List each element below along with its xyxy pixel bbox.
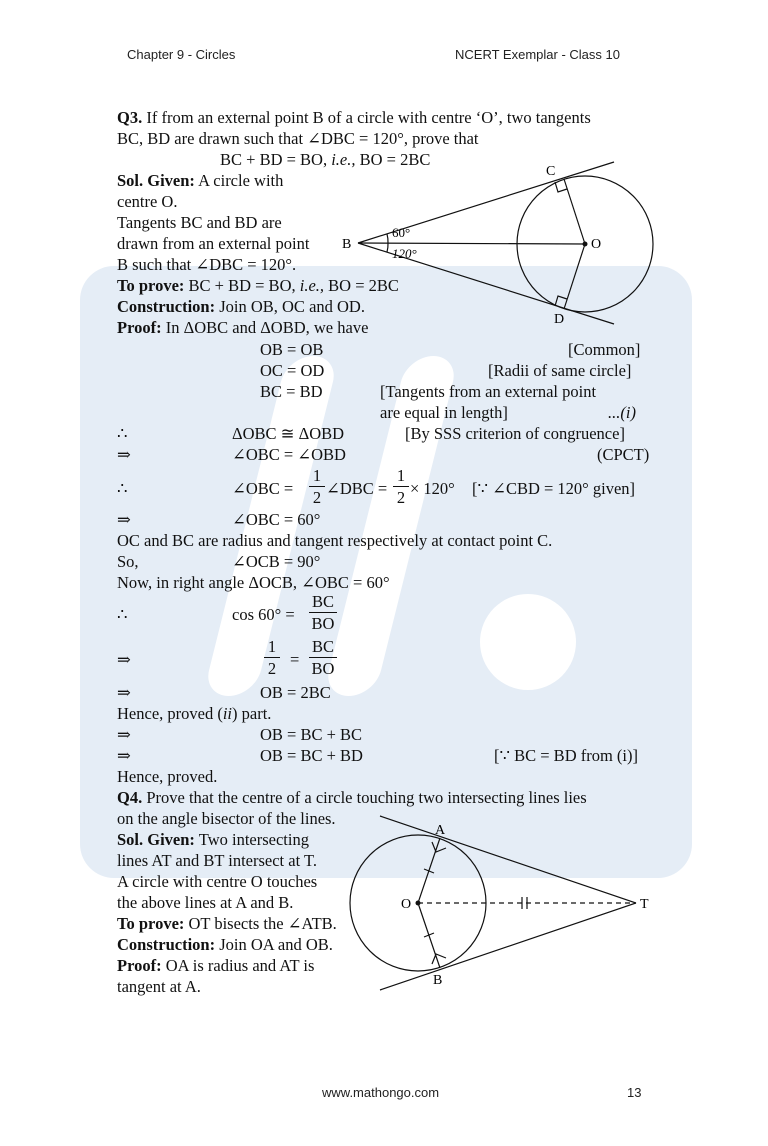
q4-label: Q4. bbox=[117, 788, 143, 807]
header-book: NCERT Exemplar - Class 10 bbox=[455, 47, 620, 62]
q4-given-4: the above lines at A and B. bbox=[117, 893, 294, 912]
reason-sss: [By SSS criterion of congruence] bbox=[405, 424, 625, 443]
reason-cpct: (CPCT) bbox=[597, 445, 650, 464]
label-c: C bbox=[546, 164, 556, 179]
fraction-half-1: 1 2 bbox=[309, 466, 325, 507]
therefore-symbol-2: ∴ bbox=[117, 479, 128, 498]
figure-q3-tangents bbox=[340, 160, 640, 330]
angle-arc-120 bbox=[387, 243, 388, 252]
label-60: 60° bbox=[392, 225, 411, 240]
implies-symbol-1: ⇒ bbox=[117, 445, 131, 464]
eq-oc-od: OC = OD bbox=[260, 361, 325, 380]
tangent-bt bbox=[380, 903, 636, 990]
q4-proof-1: Proof: OA is radius and AT is bbox=[117, 956, 315, 975]
label-a: A bbox=[435, 823, 446, 838]
hence-part-ii: Hence, proved (ii) part. bbox=[117, 704, 272, 723]
reason-common: [Common] bbox=[568, 340, 641, 359]
eq-ocb-90: ∠OCB = 90° bbox=[232, 552, 321, 571]
watermark-dot bbox=[480, 594, 576, 690]
right-angle-b bbox=[432, 954, 446, 964]
reason-tangents-1: [Tangents from an external point bbox=[380, 382, 597, 401]
implies-symbol-6: ⇒ bbox=[117, 746, 131, 765]
tangent-at bbox=[380, 816, 636, 903]
q4-given-1: Sol. Given: Two intersecting bbox=[117, 830, 309, 849]
label-120: 120° bbox=[392, 246, 417, 261]
footer-page-number: 13 bbox=[627, 1085, 642, 1100]
q3-to-prove: To prove: BC + BD = BO, i.e., BO = 2BC bbox=[117, 276, 399, 295]
q3-given-3: Tangents BC and BD are bbox=[117, 213, 282, 232]
q3-line-3: BC + BD = BO, i.e., BO = 2BC bbox=[220, 150, 431, 169]
eq-cos-lhs: cos 60° = bbox=[232, 605, 295, 624]
eq-half-end: × 120° bbox=[410, 479, 455, 498]
footer-site: www.mathongo.com bbox=[322, 1085, 440, 1100]
q3-line-2: BC, BD are drawn such that ∠DBC = 120°, prove that bbox=[117, 129, 479, 148]
implies-symbol-5: ⇒ bbox=[117, 725, 131, 744]
reason-radii: [Radii of same circle] bbox=[488, 361, 632, 380]
fraction-half-3: 1 2 bbox=[264, 637, 280, 678]
eq-bc-bd: BC = BD bbox=[260, 382, 323, 401]
fraction-bc-bo-2: BC BO bbox=[309, 637, 337, 678]
q3-label: Q3. bbox=[117, 108, 143, 127]
q4-given-3: A circle with centre O touches bbox=[117, 872, 318, 891]
implies-symbol-2: ⇒ bbox=[117, 510, 131, 529]
so-label: So, bbox=[117, 552, 139, 571]
q3-given-5: B such that ∠DBC = 120°. bbox=[117, 255, 297, 274]
radius-od bbox=[564, 244, 585, 309]
segment-bo bbox=[358, 243, 585, 244]
line-radius-tangent: OC and BC are radius and tangent respectively at contact point C. bbox=[117, 531, 553, 550]
eq-equals-sign: = bbox=[290, 650, 300, 669]
q3-construction: Construction: Join OB, OC and OD. bbox=[117, 297, 365, 316]
q3-given-2: centre O. bbox=[117, 192, 178, 211]
q4-line-1: Q4. Prove that the centre of a circle touching two intersecting lines lies bbox=[117, 788, 587, 807]
point-o bbox=[583, 242, 588, 247]
point-o-q4 bbox=[416, 901, 421, 906]
therefore-symbol-3: ∴ bbox=[117, 605, 128, 624]
eq-tag-i: ...(i) bbox=[608, 403, 636, 422]
q4-given-2: lines AT and BT intersect at T. bbox=[117, 851, 317, 870]
q4-proof-2: tangent at A. bbox=[117, 977, 201, 996]
eq-angle-equal: ∠OBC = ∠OBD bbox=[232, 445, 346, 464]
q3-proof-intro: Proof: In ΔOBC and ΔOBD, we have bbox=[117, 318, 369, 337]
header-chapter: Chapter 9 - Circles bbox=[127, 47, 236, 62]
reason-given: [∵ ∠CBD = 120° given] bbox=[472, 479, 636, 498]
right-angle-a bbox=[432, 842, 446, 852]
hence-proved: Hence, proved. bbox=[117, 767, 218, 786]
label-d: D bbox=[554, 312, 565, 327]
q4-to-prove: To prove: OT bisects the ∠ATB. bbox=[117, 914, 337, 933]
label-t: T bbox=[640, 897, 649, 912]
therefore-symbol-1: ∴ bbox=[117, 424, 128, 443]
eq-obc-60: ∠OBC = 60° bbox=[232, 510, 321, 529]
eq-half-lhs: ∠OBC = bbox=[232, 479, 294, 498]
eq-ob-bc-bc: OB = BC + BC bbox=[260, 725, 363, 744]
label-b: B bbox=[342, 237, 352, 252]
eq-half-mid: ∠DBC = bbox=[326, 479, 388, 498]
q3-line-1: Q3. If from an external point B of a circle with centre ‘O’, two tangents bbox=[117, 108, 591, 127]
fraction-bc-bo-1: BC BO bbox=[309, 592, 337, 633]
q3-given-4: drawn from an external point bbox=[117, 234, 310, 253]
implies-symbol-4: ⇒ bbox=[117, 683, 131, 702]
eq-ob-2bc: OB = 2BC bbox=[260, 683, 331, 702]
line-right-angle: Now, in right angle ΔOCB, ∠OBC = 60° bbox=[117, 573, 390, 592]
implies-symbol-3: ⇒ bbox=[117, 650, 131, 669]
q4-construction: Construction: Join OA and OB. bbox=[117, 935, 333, 954]
label-o-q4: O bbox=[401, 897, 412, 912]
eq-ob-bc-bd: OB = BC + BD bbox=[260, 746, 363, 765]
radius-oc bbox=[564, 179, 585, 244]
label-o: O bbox=[591, 237, 602, 252]
fraction-half-2: 1 2 bbox=[393, 466, 409, 507]
reason-tangents-2: are equal in length] bbox=[380, 403, 508, 422]
angle-arc-60 bbox=[387, 234, 388, 243]
label-b-q4: B bbox=[433, 973, 443, 988]
eq-ob-ob: OB = OB bbox=[260, 340, 324, 359]
q3-given-1: Sol. Given: A circle with bbox=[117, 171, 284, 190]
eq-congruence: ΔOBC ≅ ΔOBD bbox=[232, 424, 345, 443]
q4-line-2: on the angle bisector of the lines. bbox=[117, 809, 336, 828]
reason-from-i: [∵ BC = BD from (i)] bbox=[494, 746, 638, 765]
figure-q4-bisector bbox=[372, 816, 672, 986]
